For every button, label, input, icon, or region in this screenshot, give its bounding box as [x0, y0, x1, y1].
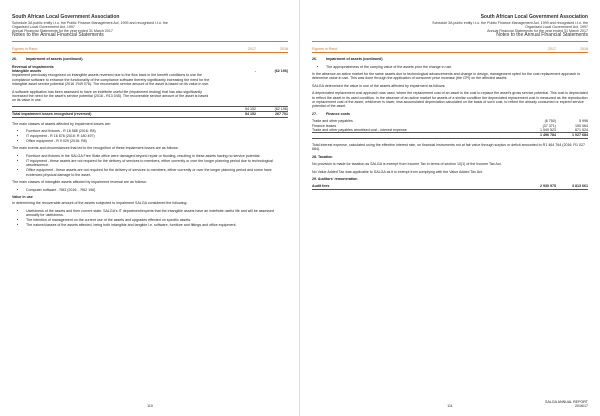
reversal-title: Reversal of impairments — [12, 64, 54, 69]
row-2017: (6 750) — [544, 119, 556, 124]
row-2016: 5 996 — [579, 119, 588, 124]
section-heading: 29. Auditors' remuneration — [312, 176, 358, 181]
page-number: 110 — [147, 403, 153, 408]
list-item: • Computer software - R83 (2016: - R62 196) — [26, 188, 288, 192]
page-header — [312, 15, 588, 42]
paragraph: A software application has been assessed to have an indefinite useful life (impairment testing) that has also significantly increased the need for the asset's service potential (2016 - R13 045). The recoverable service amount of the asset is based on its value in use. — [12, 89, 209, 103]
list-item: • IT equipment - these assets are not required for the delivery of services to members, either currently or over the longer planning period due to technological obsolescence. — [26, 159, 288, 168]
paragraph: No provision is made for taxation as SALGA is exempt from Income Tax in terms of section 10(1) of the Income Tax Act. — [312, 162, 502, 167]
section-number: 27. — [312, 111, 317, 116]
subtotal-row — [12, 106, 288, 111]
section-number: 26. — [12, 57, 17, 62]
section-title: Impairment of assets (continued) — [26, 57, 83, 62]
paragraph: The main classes of assets affected by impairment losses are: — [12, 121, 112, 126]
header-sub1: Schedule 3A public entity i.t.o. the Public Finance Management Act, 1999 and recognised i.t.o. the — [12, 20, 168, 25]
row-label: Trade and other payables amortised cost - interest expense — [312, 128, 407, 133]
right-page — [302, 0, 598, 416]
col-2017: 2017 — [548, 46, 556, 51]
row-2017: (37 371) — [542, 123, 556, 128]
classes-list — [12, 129, 288, 143]
list-item: • The appropriateness of the carrying value of the assets prior the change in use. — [326, 65, 588, 69]
table-row — [312, 184, 588, 189]
list-item: • The intention of management on the current use of the assets and upgrades effected on specific assets. — [26, 218, 288, 222]
total-2016: 267 701 — [275, 112, 288, 117]
section-heading — [12, 57, 288, 61]
total-2017: 54 152 — [245, 112, 256, 117]
header-sub3: Annual Financial Statements for the year ended 31 March 2017 — [487, 29, 588, 33]
report-footer — [545, 400, 588, 408]
total-2017: 1 496 784 — [540, 133, 556, 138]
paragraph: Impairment previously recognised on intangible assets reversed due to the flow back in the benefit conditions to use the compliance software to enhance the functionality of the compliance software thereby significantly increasing the need for the intangible asset service potential (2016 -R49 076). The recoverable service amount of the asset is based on its value in use. — [12, 73, 210, 87]
total-label: Total impairment losses recognised (reversed) — [12, 112, 92, 117]
intangible-2016: (62 196) — [274, 69, 288, 74]
col-2016: 2016 — [280, 46, 288, 51]
list-item: • Furniture and fixtures in the SALGA Free State office were damaged beyond repair or flooding, resulting in these assets having no service potential. — [26, 154, 288, 158]
org-name: South African Local Government Association — [480, 14, 588, 20]
intangible-label: Intangible assets — [12, 69, 42, 74]
list-item: • Furniture and fixtures - R 18 588 (2016: R8) — [26, 129, 288, 133]
page-number: 111 — [447, 403, 453, 408]
page-gutter — [299, 0, 300, 416]
paragraph: In the absence an active market for the same assets due to technological advancements and change in design, management opted for the cost replacement approach to determine value in use. This was done through the application of consumer price increase (the CPI) on the affected assets. — [312, 72, 581, 81]
col-label: Figures in Rand — [312, 46, 338, 51]
header-sub2: Organised Local Government Act, 1997 — [12, 24, 75, 29]
paragraph: Total interest expense, calculated using the effective interest rate, on financial instruments not at fair value through surplus or deficit amounted to R1 464 764 (2016: R1 027 684). — [312, 142, 586, 152]
paragraph: No Value Added Tax was applicable to SALGA as it is exempt from complying with the Value Added Tax Act. — [312, 169, 483, 174]
row-2016: 871 524 — [575, 128, 588, 133]
paragraph: In determining the recoverable amount of the assets subjected to impairment SALGA considered the following: — [12, 201, 188, 206]
col-2017: 2017 — [248, 46, 256, 51]
header-note: Notes to the Annual Financial Statements — [496, 32, 588, 39]
header-sub1: Schedule 3A public entity i.t.o. the Public Finance Management Act, 1999 and recognised i.t.o. the — [432, 20, 588, 25]
report-year: 2016/17 — [575, 403, 588, 408]
paragraph: The main events and circumstances that led to the recognition of these impairment losses are as follows: — [12, 146, 179, 151]
total-row — [312, 132, 588, 138]
paragraph: SALGA determined the value in use of the assets affected by impairment as follows: — [312, 83, 446, 88]
page-header — [12, 15, 288, 42]
bullet-list — [312, 65, 588, 69]
header-note: Notes to the Annual Financial Statements — [12, 32, 104, 39]
row-2017: 2 930 975 — [540, 184, 556, 189]
intangible-2017: - — [254, 69, 256, 74]
header-sub2: Organised Local Government Act, 1997 — [525, 24, 588, 29]
row-2016: 3 813 661 — [572, 184, 588, 189]
subtotal-2017: 54 152 — [245, 106, 256, 111]
list-item: • The nature/classes of the assets affected, being both intangible and tangible i.e. software, furniture and fittings and office equipment. — [26, 223, 288, 227]
col-2016: 2016 — [580, 46, 588, 51]
list-item: • IT equipment - R 16 878 (2016: R 180 497) — [26, 134, 288, 138]
left-page — [2, 0, 298, 416]
org-name: South African Local Government Association — [12, 14, 120, 20]
section-heading — [312, 57, 588, 61]
section-title: Finance costs — [326, 111, 350, 116]
intangible-list — [12, 188, 288, 192]
list-item: • Office equipment - R 9 029 (2016: R8) — [26, 139, 288, 143]
row-2016: 150 064 — [575, 123, 588, 128]
section-number: 26. — [312, 57, 317, 62]
column-header — [312, 47, 588, 53]
report-title: SALGA ANNUAL REPORT — [545, 399, 588, 404]
paragraph: A depreciated replacement cost approach was used, where the replacement cost of an asset is the cost to replace the asset's gross service potential. This cost is depreciated to reflect the asset in its used condition. In the absence of an active market for assets of a similar condition the depreciated replacement cost is measured as the reproduction or replacement cost of the asset, whichever is lower, less accumulated depreciation calculated on the basis of such cost, to reflect the already consumed or expired service potential of the asset. — [312, 91, 588, 109]
section-title: Impairment of assets (continued) — [326, 57, 383, 62]
row-2017: 1 540 523 — [540, 128, 556, 133]
col-label: Figures in Rand — [12, 46, 38, 51]
section-heading — [312, 112, 588, 116]
row-label: Finance leases — [312, 123, 337, 128]
viu-list — [12, 209, 288, 228]
row-label: Audit fees — [312, 184, 330, 189]
column-header — [12, 47, 288, 53]
header-sub3: Annual Financial Statements for the year ended 31 March 2017 — [12, 29, 113, 33]
subtotal-2016: (62 196) — [274, 106, 288, 111]
events-list — [12, 154, 288, 177]
paragraph: The main classes of intangible assets affected by impairment reversal are as follows: — [12, 180, 147, 185]
total-2016: 1 027 684 — [572, 133, 588, 138]
table-row — [312, 128, 588, 132]
total-row — [12, 111, 288, 117]
row-label: Trade and other payables — [312, 119, 353, 124]
section-heading: 28. Taxation — [312, 154, 333, 159]
viu-title: Value in use — [12, 194, 33, 199]
list-item: • Usefulness of the assets and their current state. SALGA's IT department/experts that the intangible assets have an indefinite useful life and will be assessed annually for usefulness. — [26, 209, 288, 218]
list-item: • Office equipment - these assets are not required for the delivery of services to members, either currently or over the longer planning period and some have evidenced physical damage to the asset. — [26, 168, 288, 177]
